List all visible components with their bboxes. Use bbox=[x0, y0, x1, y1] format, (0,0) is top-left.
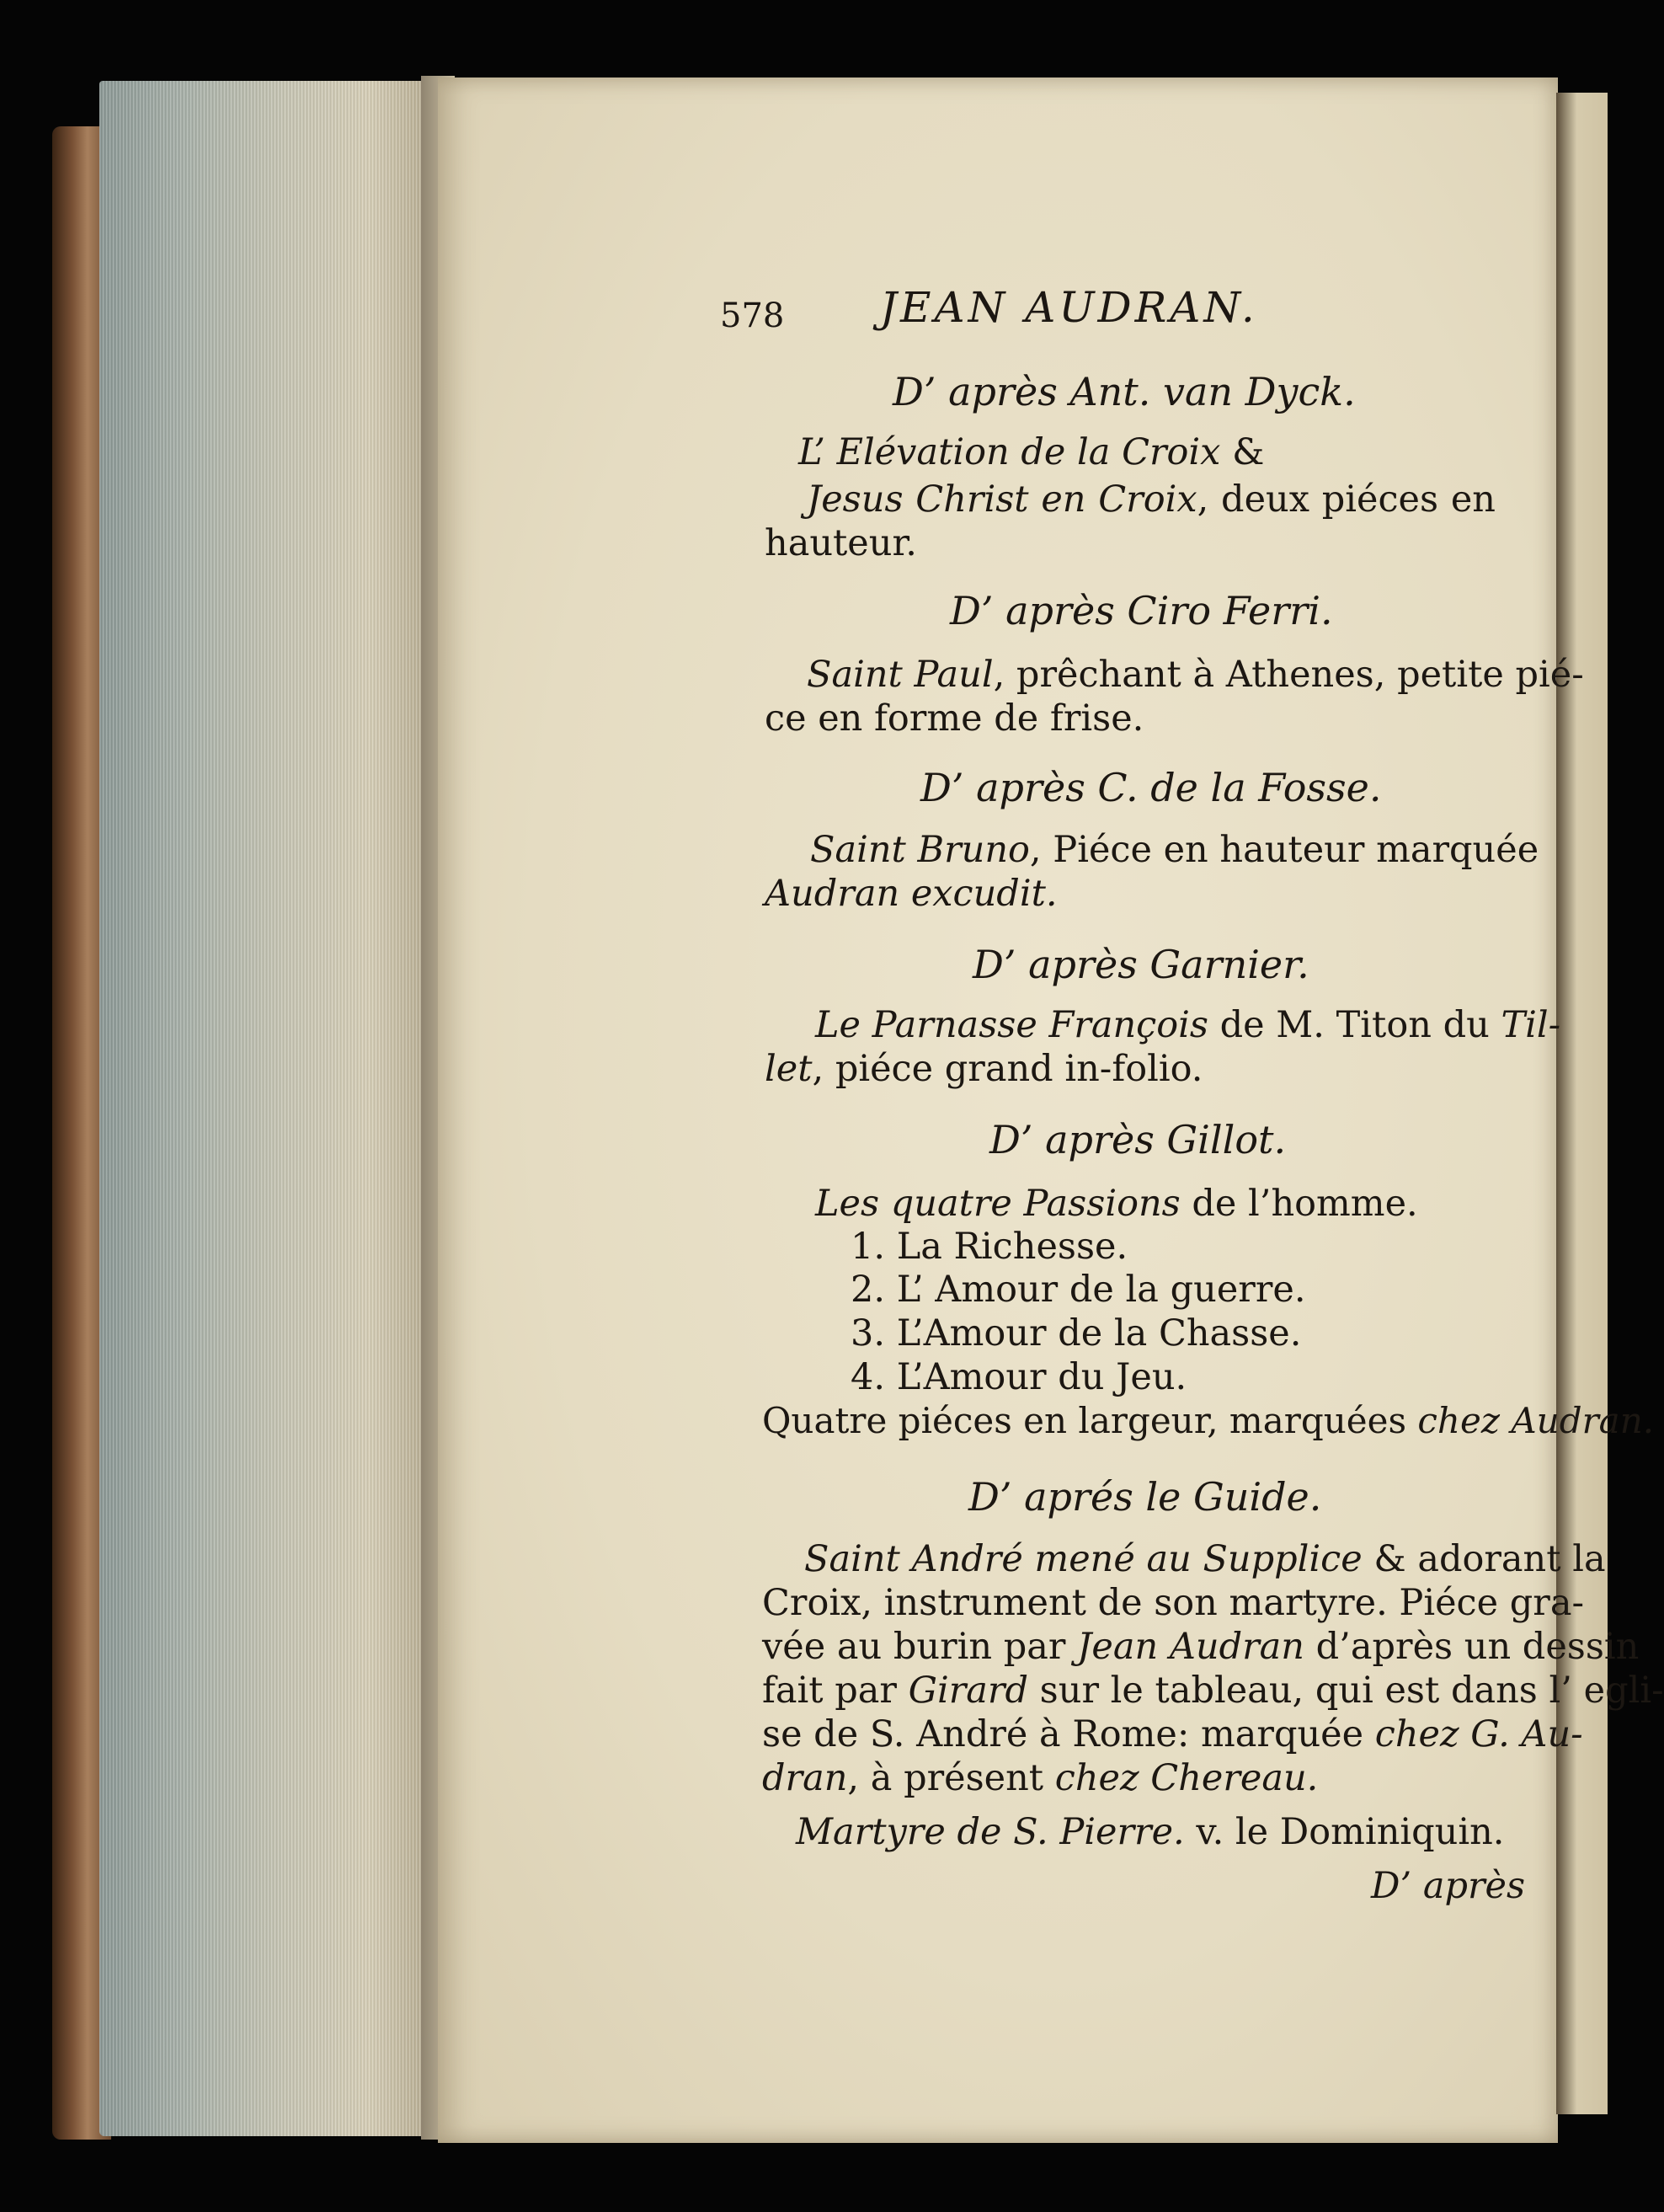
text-run: 3. L’Amour de la Chasse. bbox=[851, 1312, 1302, 1354]
text-line bbox=[765, 1048, 1203, 1090]
text-run: , Piéce en hauteur marquée bbox=[1029, 829, 1539, 871]
catchword: D’ après bbox=[1371, 1865, 1526, 1907]
italic-run: Le Parnasse François bbox=[815, 1004, 1208, 1046]
section-heading: D’ après Ant. van Dyck. bbox=[893, 369, 1356, 414]
text-line bbox=[815, 1004, 1561, 1046]
text-run: & bbox=[1220, 431, 1265, 473]
text-run: de M. Titon du bbox=[1208, 1004, 1501, 1046]
italic-run: Audran excudit. bbox=[765, 873, 1058, 915]
italic-run: Martyre de S. Pierre. bbox=[796, 1811, 1185, 1853]
text-line bbox=[798, 431, 1264, 473]
section-heading: D’ après Garnier. bbox=[973, 942, 1309, 987]
text-run: hauteur. bbox=[765, 522, 917, 564]
italic-run: Til- bbox=[1501, 1004, 1561, 1046]
text-run: vée au burin par bbox=[762, 1626, 1078, 1668]
text-line bbox=[762, 1757, 1318, 1799]
italic-run: Les quatre Passions bbox=[815, 1183, 1181, 1225]
text-line bbox=[796, 1811, 1504, 1853]
italic-run: Saint Paul bbox=[807, 654, 994, 696]
text-line bbox=[807, 478, 1496, 521]
italic-run: chez Chereau. bbox=[1054, 1757, 1319, 1799]
text-line bbox=[810, 829, 1539, 871]
italic-run: chez G. Au- bbox=[1374, 1713, 1583, 1755]
italic-run: L’ Elévation de la Croix bbox=[798, 431, 1221, 473]
text-run: Quatre piéces en largeur, marquées bbox=[762, 1400, 1418, 1441]
italic-run: Jean Audran bbox=[1077, 1626, 1304, 1668]
text-run: de l’homme. bbox=[1180, 1183, 1418, 1225]
text-run: Croix, instrument de son martyre. Piéce gra- bbox=[762, 1582, 1585, 1624]
text-line bbox=[851, 1312, 1301, 1354]
text-line bbox=[807, 654, 1584, 696]
text-line bbox=[762, 1626, 1640, 1668]
section-heading: D’ après Gillot. bbox=[989, 1117, 1287, 1162]
text-line bbox=[815, 1183, 1418, 1225]
italic-run: dran bbox=[762, 1757, 848, 1799]
text-run: v. le Dominiquin. bbox=[1184, 1811, 1505, 1853]
italic-run: Jesus Christ en Croix bbox=[807, 478, 1197, 521]
text-line bbox=[765, 522, 917, 564]
text-line bbox=[851, 1356, 1187, 1398]
italic-run: Saint André mené au Supplice bbox=[804, 1538, 1363, 1580]
text-run: fait par bbox=[762, 1670, 909, 1712]
text-run: , piéce grand in-folio. bbox=[812, 1048, 1203, 1090]
text-line bbox=[804, 1538, 1606, 1580]
text-run: 2. L’ Amour de la guerre. bbox=[851, 1269, 1306, 1311]
text-line bbox=[762, 1582, 1585, 1624]
section-heading: D’ après C. de la Fosse. bbox=[920, 765, 1382, 810]
text-line bbox=[762, 1400, 1654, 1442]
running-title: JEAN AUDRAN. bbox=[880, 283, 1258, 332]
text-run: , prêchant à Athenes, petite pié- bbox=[993, 654, 1584, 696]
text-run: 1. La Richesse. bbox=[851, 1226, 1128, 1268]
page-number: 578 bbox=[720, 297, 785, 335]
italic-run: Girard bbox=[908, 1670, 1029, 1712]
text-run: & adorant la bbox=[1362, 1538, 1606, 1580]
section-heading: D’ après Ciro Ferri. bbox=[950, 588, 1333, 633]
text-run: ce en forme de frise. bbox=[765, 697, 1144, 740]
italic-run: Saint Bruno bbox=[810, 829, 1030, 871]
italic-run: chez Audran. bbox=[1417, 1400, 1655, 1441]
text-line bbox=[762, 1670, 1664, 1712]
text-line bbox=[762, 1713, 1583, 1755]
text-run: sur le tableau, qui est dans l’ egli- bbox=[1028, 1670, 1664, 1712]
text-run: se de S. André à Rome: marquée bbox=[762, 1713, 1375, 1755]
text-line bbox=[851, 1226, 1128, 1268]
text-run: d’après un dessin bbox=[1304, 1626, 1640, 1668]
text-line bbox=[765, 873, 1058, 915]
text-run: 4. L’Amour du Jeu. bbox=[851, 1356, 1187, 1398]
italic-run: let bbox=[765, 1048, 813, 1090]
text-run: , deux piéces en bbox=[1197, 478, 1496, 521]
text-line bbox=[851, 1269, 1306, 1311]
text-line bbox=[765, 697, 1144, 740]
text-run: , à présent bbox=[847, 1757, 1055, 1799]
section-heading: D’ aprés le Guide. bbox=[968, 1474, 1322, 1520]
